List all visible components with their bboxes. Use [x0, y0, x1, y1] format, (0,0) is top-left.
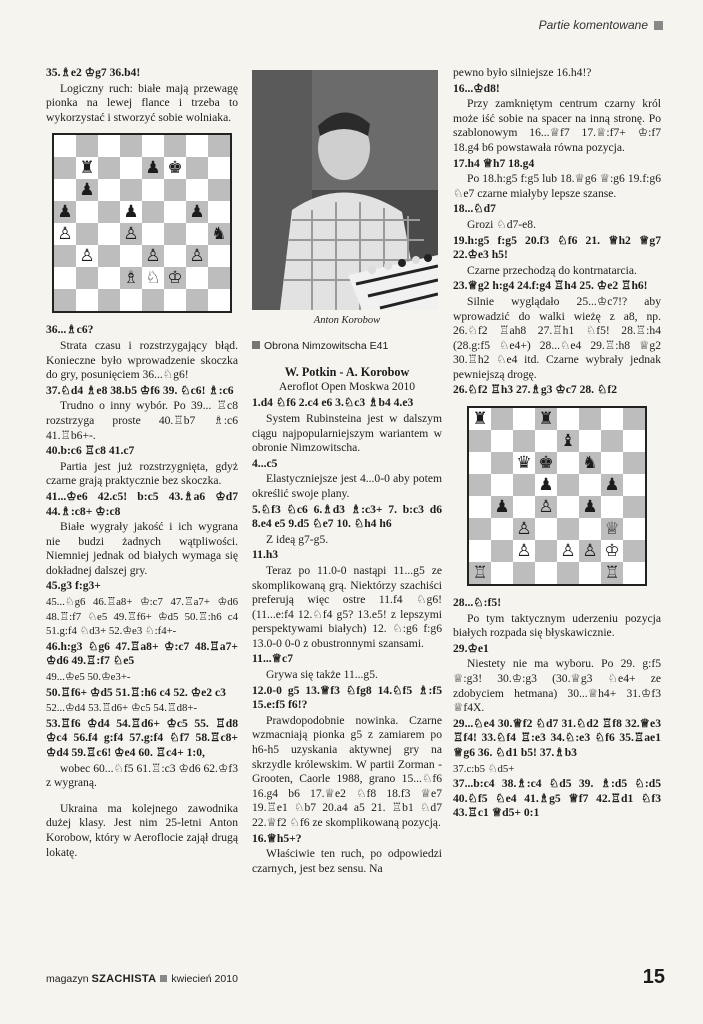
commentary-text: Niestety nie ma wyboru. Po 29. g:f5 ♕:g3! 30.♔:g3 (30.♕g3 ♘e4+ ze zdobyciem hetmana) 30...♕h4+ 31.♔f3 ♕f4X.: [453, 657, 661, 715]
board-square: [491, 430, 513, 452]
board-square: [54, 135, 76, 157]
board-square: [579, 562, 601, 584]
board-square: [513, 562, 535, 584]
board-square: [557, 408, 579, 430]
column-right-bottom: [453, 596, 661, 821]
move-line: 29...♘e4 30.♕f2 ♘d7 31.♘d2 ♖f8 32.♕e3 ♖f4! 33.♘f4 ♖:e3 34.♘:e3 ♘f6 35.♖ae1 ♕g6 36. ♘d1 b5! 37.♗b3: [453, 716, 661, 759]
board-square: [513, 408, 535, 430]
board-square: [76, 289, 98, 311]
board-square: [601, 496, 623, 518]
column-left-top: [46, 66, 238, 125]
board-square: [98, 201, 120, 223]
variation-line: 49...♔e5 50.♔e3+-: [46, 671, 131, 684]
board-square: [120, 289, 142, 311]
issue-date: kwiecień 2010: [171, 973, 238, 985]
chess-piece-square: ♚: [535, 452, 557, 474]
board-square: [601, 452, 623, 474]
footer: magazyn SZACHISTA kwiecień 2010: [46, 973, 238, 985]
commentary-text: Elastyczniejsze jest 4...0-0 aby potem określić swoje plany.: [252, 472, 442, 500]
chess-piece-square: ♛: [513, 452, 535, 474]
chess-diagram-2: [467, 406, 647, 586]
column-left-bottom: [46, 323, 238, 860]
commentary-text: Prawdopodobnie nowinka. Czarne wzmacniają pionka g5 z zamiarem po h6-h5 uzyskania aktywnej gry na skrzydle królewskim. W partii Zorman - Grooten, Caorle 1988, grano 15...♘f6 16.g4 b6 17.♕e2 ♘f8 18.f3 ♕e7 19.♖e1 ♘b7 20.a4 a5 21. ♖b1 ♘d7 22.♕f2 ♘f6 ze skomplikowaną pozycją.: [252, 713, 442, 829]
move-line: 46.h:g3 ♘g6 47.♖a8+ ♔:c7 48.♖a7+ ♔d6 49.♖:f7 ♘e5: [46, 639, 238, 668]
chess-piece-square: ♞: [579, 452, 601, 474]
chess-piece-square: ♙: [120, 223, 142, 245]
chess-piece-square: ♙: [186, 245, 208, 267]
board-square: [469, 518, 491, 540]
commentary-text: Z ideą g7-g5.: [266, 532, 329, 546]
commentary-text: Ukraina ma kolejnego zawodnika dużej klasy. Jest nim 25-letni Anton Korobow, który w Aeroflocie zajął drugą lokatę.: [46, 801, 238, 859]
move-line: 12.0-0 g5 13.♕f3 ♘fg8 14.♘f5 ♗:f5 15.e:f5 f6!?: [252, 683, 442, 712]
chess-piece-square: ♔: [601, 540, 623, 562]
board-square: [535, 518, 557, 540]
chess-diagram-1: [52, 133, 232, 313]
board-square: [164, 135, 186, 157]
board-square: [98, 157, 120, 179]
board-square: [623, 540, 645, 562]
move-line: 40.b:c6 ♖c8 41.c7: [46, 444, 135, 458]
commentary-text: Po tym taktycznym uderzeniu pozycja białych rozpada się błyskawicznie.: [453, 611, 661, 640]
magazine-name: SZACHISTA: [91, 973, 157, 985]
board-square: [469, 474, 491, 496]
chess-piece-square: ♟: [601, 474, 623, 496]
board-square: [120, 245, 142, 267]
board-square: [54, 157, 76, 179]
board-square: [208, 289, 230, 311]
move-line: 53.♖f6 ♔d4 54.♖d6+ ♔c5 55. ♖d8 ♔c4 56.f4 g:f4 57.g:f4 ♘f7 58.♖c8+ ♔d4 59.♖c6! ♔e4 60. ♖c4+ 1:0,: [46, 716, 238, 759]
chess-piece-square: ♟: [54, 201, 76, 223]
board-square: [76, 135, 98, 157]
move-line: 17.h4 ♕h7 18.g4: [453, 156, 535, 170]
board-square: [186, 157, 208, 179]
board-square: [535, 540, 557, 562]
board-square: [623, 452, 645, 474]
move-line: 18...♘d7: [453, 202, 496, 216]
board-square: [142, 201, 164, 223]
move-line: 23.♕g2 h:g4 24.f:g4 ♖h4 25. ♔e2 ♖h6!: [453, 279, 648, 293]
column-right: [453, 66, 661, 822]
commentary-text: Grozi ♘d7-e8.: [467, 217, 536, 231]
game-subheading: Aeroflot Open Moskwa 2010: [278, 379, 416, 393]
board-square: [623, 518, 645, 540]
chess-piece-square: ♜: [469, 408, 491, 430]
board-square: [76, 223, 98, 245]
chess-piece-square: ♔: [164, 267, 186, 289]
commentary-text: Grywa się także 11...g5.: [266, 668, 378, 682]
move-line: 4...c5: [252, 456, 278, 470]
board-square: [164, 223, 186, 245]
move-line: 19.h:g5 f:g5 20.f3 ♘f6 21. ♕h2 ♕g7 22.♔e3 h5!: [453, 233, 661, 262]
board-square: [98, 179, 120, 201]
board-square: [142, 223, 164, 245]
move-line: 11...♕c7: [252, 652, 293, 666]
chess-piece-square: ♞: [208, 223, 230, 245]
board-square: [54, 179, 76, 201]
chess-piece-square: ♜: [76, 157, 98, 179]
board-square: [623, 496, 645, 518]
board-square: [164, 289, 186, 311]
board-square: [491, 540, 513, 562]
commentary-text: Białe wygrały jakość i ich wygrana nie budzi żadnych wątpliwości. Niemniej jednak od białych wymaga się dokładnej dalszej gry.: [46, 520, 238, 577]
board-square: [579, 474, 601, 496]
board-square: [164, 201, 186, 223]
photo-caption: Anton Korobow: [313, 315, 381, 326]
board-square: [469, 430, 491, 452]
move-line: 50.♖f6+ ♔d5 51.♖:h6 c4 52. ♔e2 c3: [46, 685, 226, 699]
board-square: [491, 474, 513, 496]
commentary-text: Po 18.h:g5 f:g5 lub 18.♕g6 ♕:g6 19.f:g6 ♘e7 czarne miałyby lepsze szanse.: [453, 172, 661, 200]
chess-piece-square: ♙: [54, 223, 76, 245]
board-square: [623, 474, 645, 496]
board-square: [491, 562, 513, 584]
chess-piece-square: ♙: [513, 540, 535, 562]
board-square: [601, 408, 623, 430]
board-square: [76, 201, 98, 223]
move-line: 26.♘f2 ♖h3 27.♗g3 ♔c7 28. ♘f2: [453, 383, 618, 397]
chess-piece-square: ♜: [535, 408, 557, 430]
chess-piece-square: ♘: [142, 267, 164, 289]
player-photo: [252, 70, 438, 310]
column-middle: [252, 66, 442, 877]
board-square: [623, 408, 645, 430]
board-square: [120, 135, 142, 157]
column-left: [46, 66, 238, 861]
chess-piece-square: ♟: [186, 201, 208, 223]
chess-piece-square: ♟: [491, 496, 513, 518]
chess-piece-square: ♟: [142, 157, 164, 179]
chess-piece-square: ♚: [164, 157, 186, 179]
move-line: 37.♘d4 ♗e8 38.b5 ♔f6 39. ♘c6! ♗:c6: [46, 383, 234, 397]
board-square: [623, 430, 645, 452]
section-title: Partie komentowane: [538, 18, 648, 32]
board-square: [623, 562, 645, 584]
board-square: [491, 452, 513, 474]
board-square: [513, 496, 535, 518]
spacer: [46, 792, 238, 802]
board-square: [557, 518, 579, 540]
game-heading: W. Potkin - A. Korobow: [284, 365, 410, 380]
chess-piece-square: ♟: [535, 474, 557, 496]
chess-piece-square: ♙: [557, 540, 579, 562]
footer-square-icon: [160, 975, 167, 982]
section-header: [539, 18, 663, 32]
page-number: 15: [642, 966, 665, 988]
board-square: [98, 135, 120, 157]
board-square: [208, 157, 230, 179]
column-middle-text: [252, 396, 442, 876]
move-line: 5.♘f3 ♘c6 6.♗d3 ♗:c3+ 7. b:c3 d6 8.e4 e5 9.d5 ♘e7 10. ♘h4 h6: [252, 502, 442, 531]
board-square: [186, 135, 208, 157]
board-square: [208, 267, 230, 289]
move-line: 16...♔d8!: [453, 81, 500, 95]
board-square: [142, 135, 164, 157]
board-square: [54, 245, 76, 267]
move-line: 37...b:c4 38.♗:c4 ♘d5 39. ♗:d5 ♘:d5 40.♘f5 ♘e4 41.♗g5 ♕f7 42.♖d1 ♘f3 43.♖c1 ♕d5+ 0:1: [453, 777, 661, 820]
move-line: 41...♔e6 42.c5! b:c5 43.♗a6 ♔d7 44.♗:c8+ ♔:c8: [46, 489, 238, 518]
commentary-text: Silnie wyglądało 25...♔c7!? aby wprowadzić do walki wieżę z a8, np. 26.♘f2 ♖ah8 27.♖h1 ♘f5! 28.♖:h4 (28.g:f5 ♘e4+) 28...♘e4 29.♖:h8 ♕g2 30.♖h2 ♘e4 itd. Czarne wybrały jednak pewniejszą drogę.: [453, 294, 661, 381]
chess-piece-square: ♟: [76, 179, 98, 201]
commentary-text: Teraz po 11.0-0 nastąpi 11...g5 ze skomplikowaną grą. Niektórzy szachiści preferują więc ostre 11.f4 ♘g6! (11...e:f4 12.♘f4 g5? 13.e5! z lepszymi perspektywami białych) 12. ♘:g6 f:g6 13.0-0 0-0 z obustronnymi szansami.: [252, 563, 442, 650]
board-square: [186, 223, 208, 245]
move-line: 1.d4 ♘f6 2.c4 e6 3.♘c3 ♗b4 4.e3: [252, 396, 414, 410]
board-square: [186, 289, 208, 311]
variation-line: 52...♔d4 53.♖d6+ ♔c5 54.♖d8+-: [46, 702, 198, 715]
commentary-text: Trudno o inny wybór. Po 39... ♖c8 rozstrzyga proste 40.♖b7 ♗:c6 41.♖b6+-.: [46, 399, 238, 442]
board-square: [120, 157, 142, 179]
commentary-text: wobec 60...♘f5 61.♖:c3 ♔d6 62.♔f3 z wygraną.: [46, 761, 238, 790]
move-line: 35.♗e2 ♔g7 36.b4!: [46, 66, 141, 79]
variation-line: 37.c:b5 ♘d5+: [453, 762, 515, 775]
board-square: [186, 179, 208, 201]
commentary-text: Logiczny ruch: białe mają przewagę pionka na lewej flance i trzeba to wykorzystać i stworzyć sobie wolniaka.: [46, 81, 238, 124]
board-square: [54, 289, 76, 311]
board-square: [579, 518, 601, 540]
move-line: 36...♗c6?: [46, 323, 94, 337]
chess-piece-square: ♖: [601, 562, 623, 584]
column-right-top: [453, 66, 661, 398]
board-square: [208, 135, 230, 157]
board-square: [208, 245, 230, 267]
board-square: [579, 430, 601, 452]
chess-piece-square: ♙: [142, 245, 164, 267]
board-square: [164, 245, 186, 267]
commentary-text: Partia jest już rozstrzygnięta, gdyż czarne grają praktycznie bez skoczka.: [46, 459, 238, 488]
commentary-text: Strata czasu i rozstrzygający błąd. Konieczne było wprowadzenie skoczka do gry, posunięciem 36...♘g6!: [46, 338, 238, 382]
board-square: [54, 267, 76, 289]
board-square: [513, 430, 535, 452]
commentary-text: Właściwie ten ruch, po odpowiedzi czarnych, jest bez sensu. Na: [252, 847, 442, 875]
board-square: [601, 430, 623, 452]
board-square: [557, 496, 579, 518]
board-square: [557, 452, 579, 474]
chess-piece-square: ♕: [601, 518, 623, 540]
board-square: [208, 201, 230, 223]
board-square: [469, 540, 491, 562]
board-square: [164, 179, 186, 201]
board-square: [579, 408, 601, 430]
board-square: [208, 179, 230, 201]
board-square: [142, 179, 164, 201]
board-square: [491, 518, 513, 540]
variation-line: 45...♘g6 46.♖a8+ ♔:c7 47.♖a7+ ♔d6 48.♖:f7 ♘e5 49.♖f6+ ♔d5 50.♖:h6 c4 51.g:f4 ♘d3+ 52.♔e3 ♘:f4+-: [46, 596, 238, 638]
chess-piece-square: ♝: [557, 430, 579, 452]
move-line: 28...♘:f5!: [453, 596, 502, 610]
chess-piece-square: ♟: [120, 201, 142, 223]
commentary-text: Przy zamkniętym centrum czarny król może iść sobie na spacer na inną stronę. Po szablonowym 16...♕f7 17.♕:f7+ ♔:f7 18.g4 b6 powstawała równa pozycja.: [453, 97, 661, 154]
move-line: 11.h3: [252, 548, 279, 562]
commentary-text: pewno było silniejsze 16.h4!?: [453, 66, 592, 79]
board-square: [186, 267, 208, 289]
board-square: [120, 179, 142, 201]
header-square-icon: [654, 21, 663, 30]
board-square: [491, 408, 513, 430]
board-square: [535, 562, 557, 584]
board-square: [535, 430, 557, 452]
chess-piece-square: ♗: [120, 267, 142, 289]
chess-piece-square: ♙: [535, 496, 557, 518]
board-square: [98, 289, 120, 311]
move-line: 29.♔e1: [453, 641, 489, 655]
board-square: [98, 245, 120, 267]
board-square: [142, 289, 164, 311]
opening-square-icon: [252, 341, 260, 349]
chess-piece-square: ♖: [469, 562, 491, 584]
board-square: [76, 267, 98, 289]
chess-piece-square: ♙: [76, 245, 98, 267]
board-square: [557, 562, 579, 584]
board-square: [557, 474, 579, 496]
commentary-text: Czarne przechodzą do kontrnatarcia.: [467, 263, 637, 277]
chess-piece-square: ♟: [579, 496, 601, 518]
opening-title: Obrona Nimzowitscha E41: [252, 339, 442, 354]
chess-piece-square: ♙: [579, 540, 601, 562]
board-square: [469, 496, 491, 518]
board-square: [469, 452, 491, 474]
move-line: 45.g3 f:g3+: [46, 579, 101, 593]
move-line: 16.♕h5+?: [252, 831, 302, 845]
board-square: [98, 267, 120, 289]
board-square: [98, 223, 120, 245]
commentary-text: System Rubinsteina jest w dalszym ciągu najpopularniejszym wariantem w obronie Nimzowitscha.: [252, 411, 442, 455]
chess-piece-square: ♙: [513, 518, 535, 540]
board-square: [513, 474, 535, 496]
